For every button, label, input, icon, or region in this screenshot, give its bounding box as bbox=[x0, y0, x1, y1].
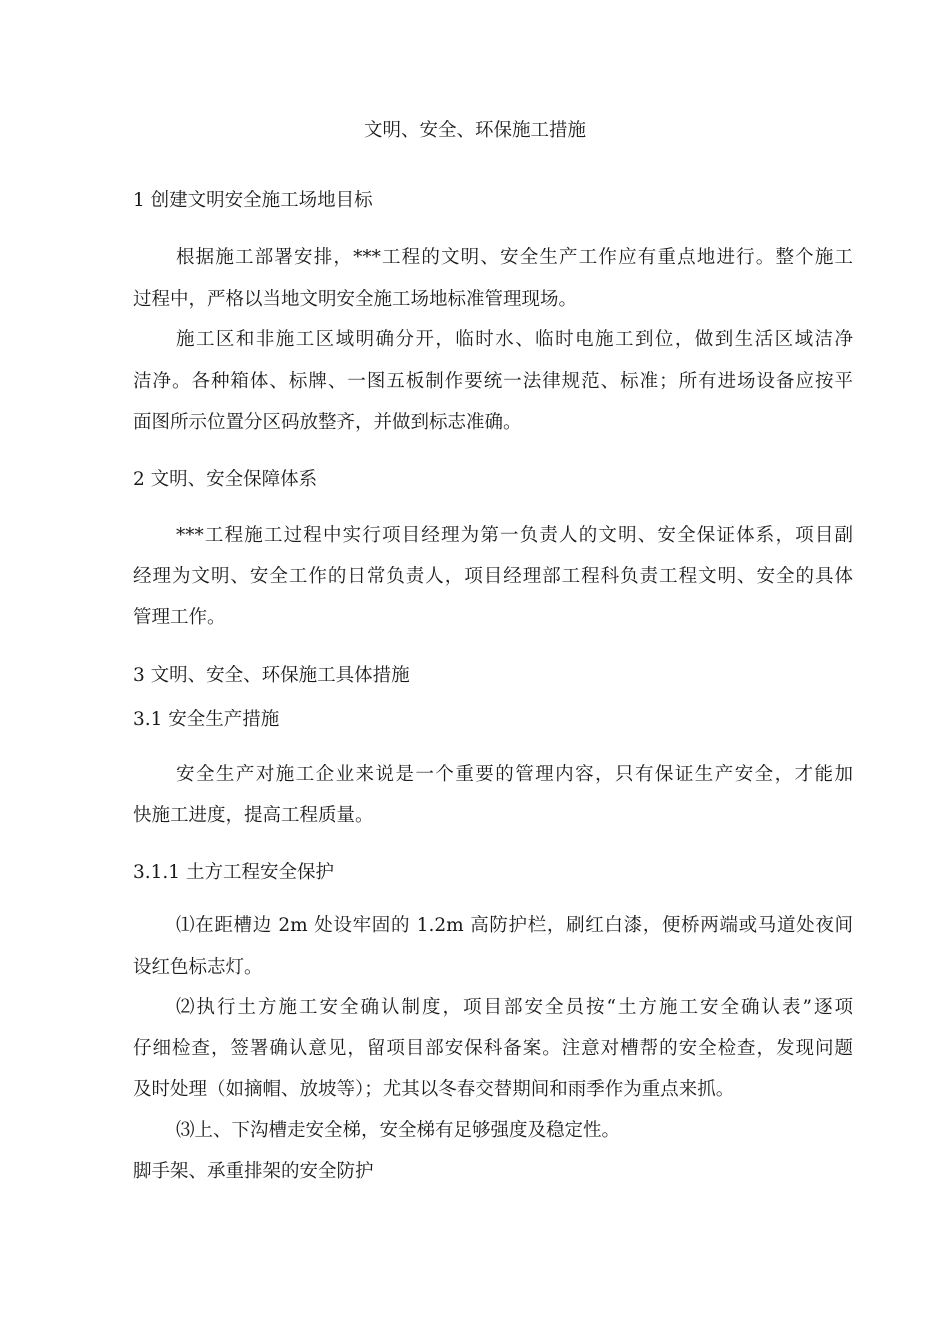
list-item-line: 仔细检查，签署确认意见，留项目部安保科备案。注意对槽帮的安全检查，发现问题 bbox=[133, 1038, 853, 1059]
subsection-heading: 脚手架、承重排架的安全防护 bbox=[133, 1161, 374, 1182]
paragraph-line: 安全生产对施工企业来说是一个重要的管理内容，只有保证生产安全，才能加 bbox=[176, 764, 853, 785]
paragraph-line: ***工程施工过程中实行项目经理为第一负责人的文明、安全保证体系，项目副 bbox=[176, 525, 853, 546]
list-item-line: ⑶上、下沟槽走安全梯，安全梯有足够强度及稳定性。 bbox=[176, 1120, 621, 1141]
paragraph-line: 管理工作。 bbox=[133, 607, 226, 628]
paragraph-line: 经理为文明、安全工作的日常负责人，项目经理部工程科负责工程文明、安全的具体 bbox=[133, 566, 853, 587]
document-title: 文明、安全、环保施工措施 bbox=[363, 120, 586, 141]
paragraph-line: 过程中，严格以当地文明安全施工场地标准管理现场。 bbox=[133, 289, 578, 310]
paragraph-line: 快施工进度，提高工程质量。 bbox=[133, 805, 374, 826]
section-1-heading: 1 创建文明安全施工场地目标 bbox=[133, 190, 373, 211]
list-item-line: ⑵执行土方施工安全确认制度，项目部安全员按“土方施工安全确认表”逐项 bbox=[176, 997, 853, 1018]
list-item-line: 设红色标志灯。 bbox=[133, 957, 263, 978]
subsection-3-1-1-heading: 3.1.1 土方工程安全保护 bbox=[133, 862, 334, 883]
list-item-line: ⑴在距槽边 2m 处设牢固的 1.2m 高防护栏，刷红白漆，便桥两端或马道处夜间 bbox=[176, 915, 853, 936]
paragraph-line: 根据施工部署安排，***工程的文明、安全生产工作应有重点地进行。整个施工 bbox=[176, 247, 853, 268]
section-2-heading: 2 文明、安全保障体系 bbox=[133, 469, 318, 490]
paragraph-line: 施工区和非施工区域明确分开，临时水、临时电施工到位，做到生活区域洁净 bbox=[176, 329, 853, 350]
paragraph-line: 面图所示位置分区码放整齐，并做到标志准确。 bbox=[133, 412, 522, 433]
section-3-heading: 3 文明、安全、环保施工具体措施 bbox=[133, 665, 410, 686]
list-item-line: 及时处理（如摘帽、放坡等）；尤其以冬春交替期间和雨季作为重点来抓。 bbox=[133, 1079, 735, 1100]
paragraph-line: 洁净。各种箱体、标牌、一图五板制作要统一法律规范、标准；所有进场设备应按平 bbox=[133, 371, 853, 392]
subsection-3-1-heading: 3.1 安全生产措施 bbox=[133, 709, 280, 730]
